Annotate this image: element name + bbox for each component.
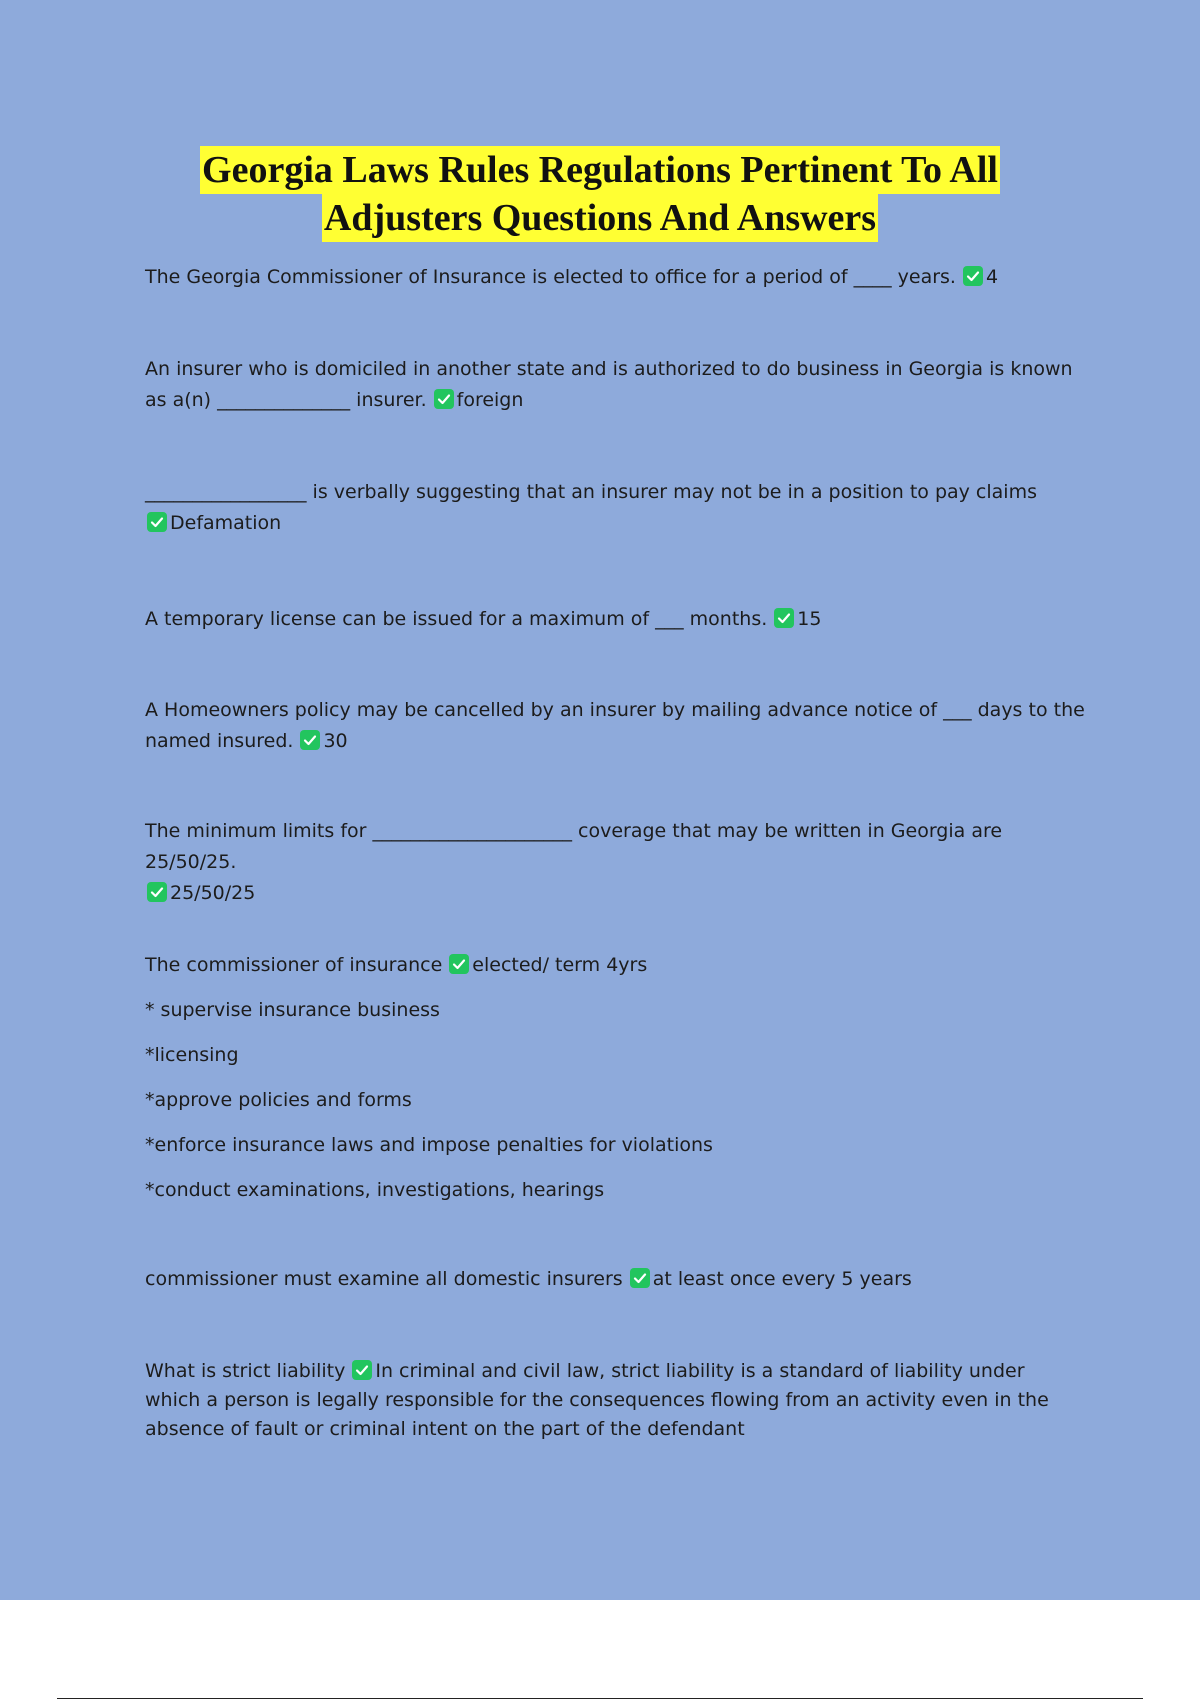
answer-text: 30	[323, 730, 348, 752]
answer-text: In criminal and civil law, strict liability is a standard of liability under which a person is legally responsible for the consequences flowing from an activity even in the absence of fault or criminal intent on the part of the defendant	[145, 1360, 1049, 1440]
question-text: A temporary license can be issued for a maximum of ___ months.	[145, 608, 768, 630]
qa-item-8	[145, 1264, 1085, 1295]
green-checkmark-icon	[449, 954, 469, 974]
question-text: The commissioner of insurance	[145, 954, 443, 976]
green-checkmark-icon	[963, 266, 983, 286]
qa-item-5	[145, 695, 1085, 757]
bullet-item: *approve policies and forms	[145, 1089, 412, 1111]
question-text: An insurer who is domiciled in another state and is authorized to do business in Georgia is known as a(n) ______________ insurer.	[145, 358, 1073, 411]
bullet-item: *conduct examinations, investigations, hearings	[145, 1179, 605, 1201]
answer-text: 15	[797, 608, 822, 630]
green-checkmark-icon	[630, 1268, 650, 1288]
question-text: What is strict liability	[145, 1360, 346, 1382]
bullet-item: * supervise insurance business	[145, 999, 440, 1021]
qa-item-1	[145, 262, 1085, 293]
qa-item-9	[145, 1357, 1085, 1444]
question-text: A Homeowners policy may be cancelled by an insurer by mailing advance notice of ___ days to the named insured.	[145, 699, 1085, 752]
question-text: The Georgia Commissioner of Insurance is elected to office for a period of ____ years.	[145, 266, 956, 288]
bullet-item: *enforce insurance laws and impose penalties for violations	[145, 1134, 713, 1156]
qa-item-6	[145, 816, 1085, 909]
qa-item-3	[145, 477, 1085, 539]
qa-item-2	[145, 354, 1085, 416]
question-text: The minimum limits for _____________________ coverage that may be written in Georgia are 25/50/25.	[145, 820, 1003, 873]
document-title	[0, 146, 1200, 242]
qa-item-4	[145, 604, 1085, 635]
answer-text: foreign	[456, 389, 524, 411]
title-line-1: Georgia Laws Rules Regulations Pertinent To All	[200, 146, 1000, 194]
footer-divider	[57, 1698, 1143, 1699]
qa-item-7	[145, 943, 1085, 1213]
title-line-2: Adjusters Questions And Answers	[322, 194, 878, 242]
green-checkmark-icon	[434, 389, 454, 409]
answer-text: elected/ term 4yrs	[472, 954, 648, 976]
bullet-item: *licensing	[145, 1044, 239, 1066]
question-text: _________________ is verbally suggesting that an insurer may not be in a position to pay claims	[145, 481, 1037, 503]
answer-text: Defamation	[170, 512, 282, 534]
green-checkmark-icon	[300, 730, 320, 750]
answer-text: 4	[985, 266, 999, 288]
green-checkmark-icon	[352, 1360, 372, 1380]
green-checkmark-icon	[147, 882, 167, 902]
green-checkmark-icon	[774, 608, 794, 628]
answer-text: at least once every 5 years	[652, 1268, 912, 1290]
answer-text: 25/50/25	[170, 882, 256, 904]
green-checkmark-icon	[147, 512, 167, 532]
question-text: commissioner must examine all domestic insurers	[145, 1268, 623, 1290]
